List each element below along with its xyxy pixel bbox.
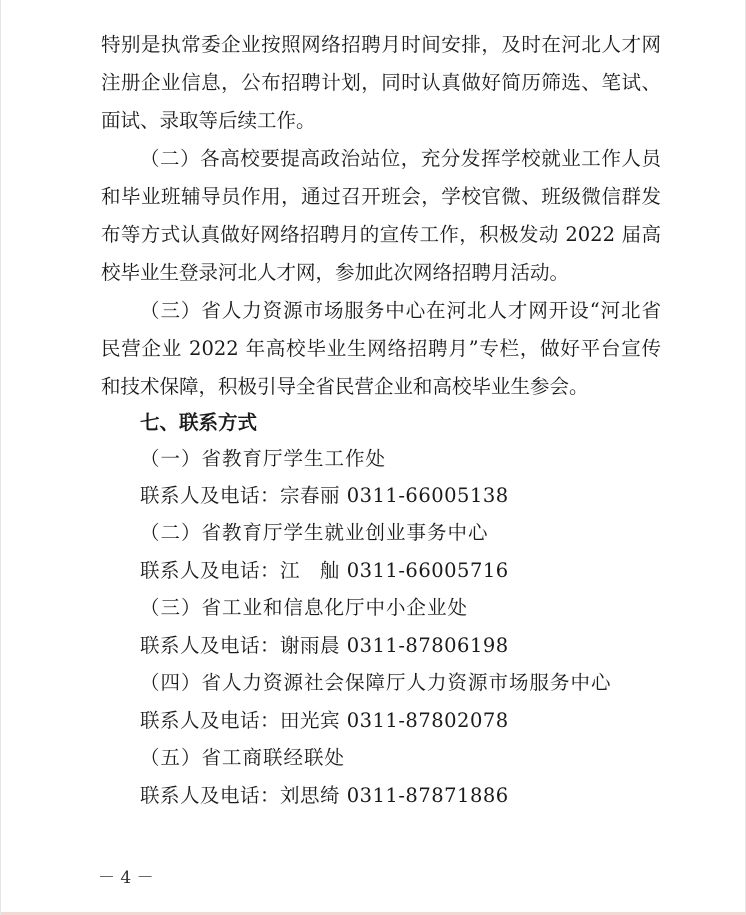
contact-person-4: 联系人及电话：田光宾 0311-87802078 <box>140 709 509 732</box>
page-number: － 4 － <box>98 868 154 888</box>
contact-org-2: （二）省教育厅学生就业创业事务中心 <box>140 521 489 544</box>
paragraph-2-line-2: 和毕业班辅导员作用，通过召开班会，学校官微、班级微信群发 <box>101 185 661 208</box>
contact-person-3: 联系人及电话：谢雨晨 0311-87806198 <box>140 634 509 657</box>
section-heading-contacts: 七、联系方式 <box>140 411 258 434</box>
contact-org-3: （三）省工业和信息化厅中小企业处 <box>140 596 469 619</box>
contact-org-5: （五）省工商联经联处 <box>140 746 346 769</box>
contact-person-1: 联系人及电话：宗春丽 0311-66005138 <box>140 484 509 507</box>
paragraph-top-line-1: 特别是执常委企业按照网络招聘月时间安排，及时在河北人才网 <box>101 33 661 56</box>
paragraph-top-line-3: 面试、录取等后续工作。 <box>101 109 316 132</box>
paragraph-top-line-2: 注册企业信息，公布招聘计划，同时认真做好简历筛选、笔试、 <box>101 71 661 94</box>
contact-person-2: 联系人及电话：江 舢 0311-66005716 <box>140 559 509 582</box>
paragraph-2-line-3: 布等方式认真做好网络招聘月的宣传工作，积极发动 2022 届高 <box>101 223 661 246</box>
contact-org-1: （一）省教育厅学生工作处 <box>140 447 387 470</box>
paragraph-3-line-2: 民营企业 2022 年高校毕业生网络招聘月”专栏，做好平台宣传 <box>101 337 661 360</box>
paragraph-2-line-4: 校毕业生登录河北人才网，参加此次网络招聘月活动。 <box>101 261 570 284</box>
contact-person-5: 联系人及电话：刘思绮 0311-87871886 <box>140 784 509 807</box>
paragraph-3-line-1: （三）省人力资源市场服务中心在河北人才网开设“河北省 <box>140 299 661 322</box>
paragraph-3-line-3: 和技术保障，积极引导全省民营企业和高校毕业生参会。 <box>101 375 589 398</box>
paragraph-2-line-1: （二）各高校要提高政治站位，充分发挥学校就业工作人员 <box>140 147 661 170</box>
contact-org-4: （四）省人力资源社会保障厅人力资源市场服务中心 <box>140 671 612 694</box>
